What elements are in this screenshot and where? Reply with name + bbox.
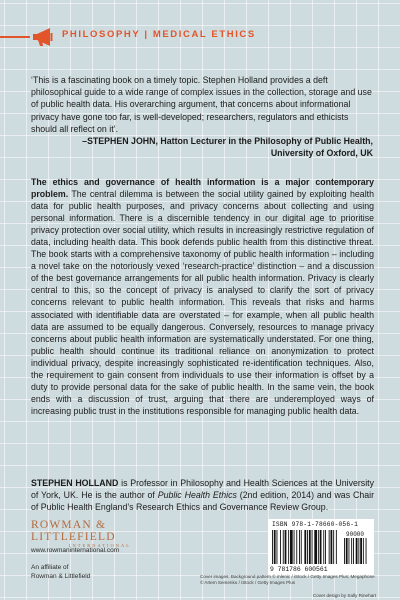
barcode-bar — [285, 530, 287, 564]
description-body: The central dilemma is between the social utility gained by exploiting health data for public health purposes, and privacy concerns about collecting and using personal information. There is a discernible tendency in our digital age to prioritise privacy protection over social utility, which results in increasingly restrictive regulation of data, including health data. This book defends public health from this distinctive threat. The book starts with a comprehensive taxonomy of public health information – including a novel take on the notoriously vexed ‘research-practice’ distinction – and a discussion of the best governance arrangements for all public health information. Privacy is clearly central to this, so the concept of privacy is analysed to clarify the sort of privacy concerns relevant to public health information. This reveals that risks and harms associated with identifiable data are overstated – for example, when all public health data are assumed to be equally dangerous. Conversely, resources to manage privacy concerns about public health information are systematically understated. For one thing, public health should continue its traditional reliance on anonymization to protect individual privacy, despite increasingly sophisticated re-identification techniques. Also, the requirement to gain consent from individuals to use their information is offset by a duty to provide personal data for the sake of public health. In the same vein, the book ends with a discussion of trust, arguing that there are underemployed ways of increasing public trust in the institutions responsible for managing public health data. — [31, 189, 374, 416]
barcode-bar — [318, 530, 319, 564]
barcode-bar — [283, 530, 284, 564]
addon-bar — [366, 538, 367, 564]
addon-bar — [363, 538, 364, 564]
addon-bar — [356, 538, 358, 564]
cover-design-credit: Cover design by Sally Rinehart — [312, 593, 376, 598]
barcode-bar — [309, 530, 311, 564]
isbn-barcode — [268, 519, 374, 576]
barcode-bar — [312, 530, 313, 564]
barcode-bar — [325, 530, 326, 564]
endorsement-quote — [31, 74, 373, 135]
endorser-name: –STEPHEN JOHN — [82, 136, 156, 146]
logo-line-3: INTERNATIONAL — [69, 543, 131, 548]
book-description — [31, 176, 374, 417]
series-label: PHILOSOPHY | MEDICAL ETHICS — [62, 29, 256, 40]
barcode-bar — [274, 530, 276, 564]
addon-bar — [358, 538, 359, 564]
barcode-bar — [288, 530, 289, 564]
author-bio-text-2: (2nd edition, 2014) and was Chair of Public Health England’s Research Ethics and Governance Review Group. — [31, 490, 374, 513]
publisher-logo — [31, 519, 131, 549]
addon-bar — [353, 538, 354, 564]
affiliate-line-2: Rowman & Littlefield — [31, 573, 91, 580]
barcode-bar — [290, 530, 293, 564]
endorsement-attribution — [31, 135, 373, 159]
barcode-bar — [277, 530, 278, 564]
endorser-institution: University of Oxford, UK — [270, 148, 373, 159]
barcode-bar — [320, 530, 322, 564]
addon-bar — [360, 538, 362, 564]
cover-image-credits: Cover images: Background pattern © mlenic / iStock / Getty Images Plus; Megaphone © Artem Semenko / iStock / Getty Images Plus — [200, 574, 375, 585]
logo-line-2: LITTLEFIELD — [31, 531, 116, 543]
barcode-bar — [280, 530, 281, 564]
megaphone-icon — [32, 27, 56, 47]
barcode-bar — [304, 530, 306, 564]
logo-line-1: ROWMAN & — [31, 519, 107, 531]
barcode-bar — [296, 530, 297, 564]
barcode-bar — [301, 530, 302, 564]
barcode-bar — [299, 530, 300, 564]
barcode-bar — [336, 530, 337, 564]
addon-bar — [344, 538, 345, 564]
affiliate-line-1: An affiliate of — [31, 564, 69, 571]
author-name: STEPHEN HOLLAND — [31, 478, 119, 488]
author-bio — [31, 477, 374, 513]
header-rule — [0, 36, 30, 38]
barcode-bar — [272, 530, 273, 564]
quote-text: ‘This is a fascinating book on a timely topic. Stephen Holland provides a deft philosophical guide to a wide range of complex issues in the collection, storage and use of public health data. His overarching argument, that concerns about informational privacy have gone too far, is well-developed; researchers, regulators and ethicists should all reflect on it’. — [31, 75, 372, 134]
author-bio-text-1: is Professor in Philosophy and Health Sciences at the University of York, UK. He is the author of — [31, 478, 374, 501]
barcode-bar — [323, 530, 324, 564]
barcode-bar — [331, 530, 333, 564]
series-header — [0, 24, 400, 50]
author-book-title: Public Health Ethics — [157, 490, 237, 501]
attribution-line — [31, 135, 373, 147]
addon-bar — [351, 538, 352, 564]
barcode-bar — [333, 530, 334, 564]
addon-bar — [346, 538, 348, 564]
barcode-bar — [314, 530, 317, 564]
endorser-title: , Hatton Lecturer in the Philosophy of Public Health, — [155, 136, 373, 146]
addon-bar — [349, 538, 350, 564]
barcode-bars — [272, 530, 372, 566]
description-lead: The ethics and governance of health information is a major contemporary problem. — [31, 177, 374, 200]
addon-digits: 90000 — [346, 531, 365, 538]
barcode-bar — [307, 530, 308, 564]
ean-digits: 9 781786 600561 — [270, 566, 328, 573]
publisher-website: www.rowmaninternational.com — [31, 547, 120, 554]
barcode-bar — [294, 530, 295, 564]
barcode-bar — [329, 530, 330, 564]
isbn-text: ISBN 978-1-78660-056-1 — [272, 521, 359, 528]
publisher-affiliation — [31, 563, 141, 581]
